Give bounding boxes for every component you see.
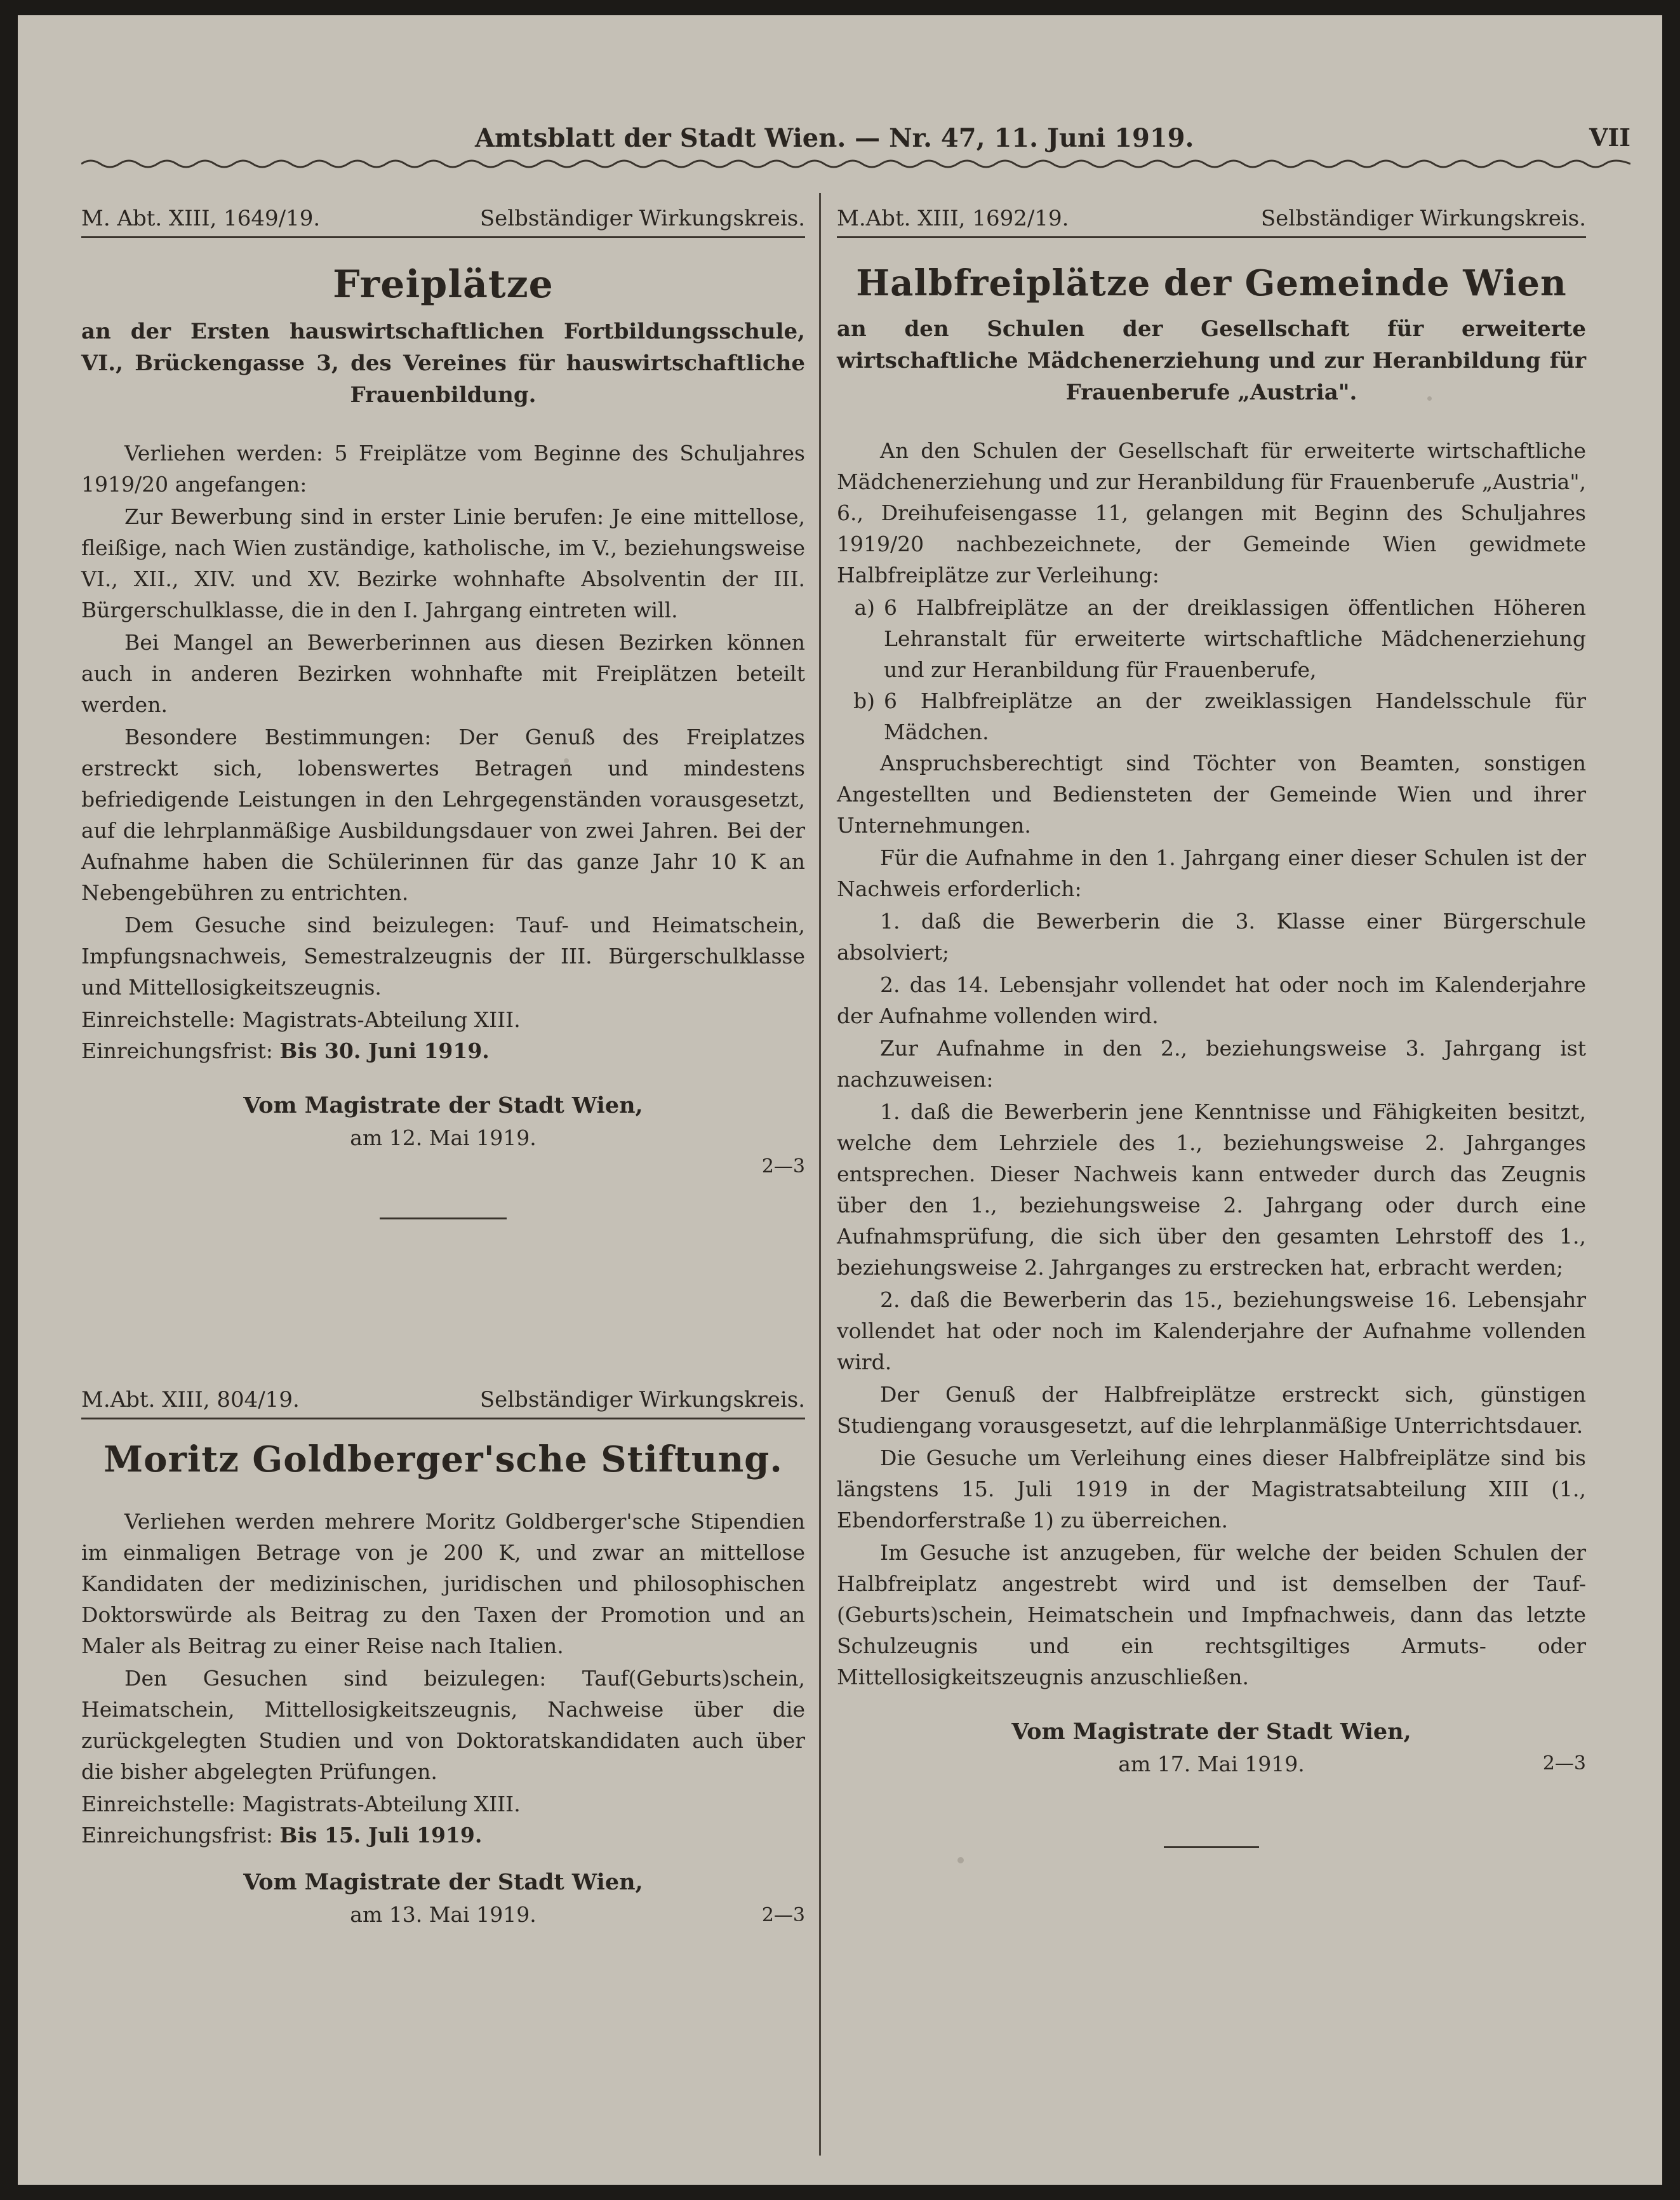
paragraph: Zur Aufnahme in den 2., beziehungsweise 3. Jahrgang ist nachzuweisen: bbox=[837, 1036, 1586, 1092]
signature-date: am 12. Mai 1919. bbox=[350, 1125, 537, 1150]
signature: Vom Magistrate der Stadt Wien, bbox=[1011, 1719, 1411, 1745]
filing-deadline-value: Bis 30. Juni 1919. bbox=[279, 1038, 490, 1063]
notice-reference: M.Abt. XIII, 804/19. bbox=[81, 1387, 300, 1412]
notice-ref-row bbox=[81, 1387, 805, 1419]
column-divider bbox=[819, 193, 821, 2156]
paragraph: Der Genuß der Halbfreiplätze erstreckt sich, günstigen Studiengang vorausgesetzt, auf die lehrplanmäßige Unterrichtsdauer. bbox=[837, 1382, 1586, 1438]
list-item-label: a) bbox=[854, 595, 875, 620]
paper-speck bbox=[564, 758, 569, 763]
notice-title: Freiplätze bbox=[333, 262, 554, 307]
page-header bbox=[18, 123, 1662, 161]
list-item-label: b) bbox=[853, 688, 875, 713]
filing-deadline-label: Einreichungsfrist: bbox=[81, 1823, 273, 1848]
header-wavy-rule bbox=[81, 156, 1630, 171]
insertion-count: 2—3 bbox=[761, 1155, 805, 1177]
filing-deadline bbox=[81, 1820, 805, 1851]
notice-title: Halbfreiplätze der Gemeinde Wien bbox=[856, 262, 1567, 304]
notice-halbfreiplaetze bbox=[837, 206, 1586, 1848]
filing-office-value: Magistrats-Abteilung XIII. bbox=[242, 1007, 521, 1032]
paragraph: Bei Mangel an Bewerberinnen aus diesen Bezirken können auch in anderen Bezirken wohnhafte mit Freiplätzen beteilt werden. bbox=[81, 630, 805, 717]
notice-subtitle: an der Ersten hauswirtschaftlichen Fortbildungsschule, VI., Brückengasse 3, des Vereines für hauswirtschaftliche Frauenbildung. bbox=[81, 319, 805, 408]
paragraph: 2. daß die Bewerberin das 15., beziehungsweise 16. Lebensjahr vollendet hat oder noch im Kalenderjahre der Aufnahme vollenden wird. bbox=[837, 1287, 1586, 1374]
paragraph: Den Gesuchen sind beizulegen: Tauf(Geburts)schein, Heimatschein, Mittellosigkeitszeugnis, Nachweise über die zurückgelegten Studien und von Doktoratskandidaten auch über die bisher abgelegten Prüfungen. bbox=[81, 1666, 805, 1784]
notice-reference: M.Abt. XIII, 1692/19. bbox=[837, 206, 1069, 231]
notice-scope: Selbständiger Wirkungskreis. bbox=[1260, 206, 1586, 231]
paragraph: An den Schulen der Gesellschaft für erweiterte wirtschaftliche Mädchenerziehung und zur Heranbildung für Frauenberufe „Austria", 6., Dreihufeisengasse 11, gelangen mit Beginn des Schuljahres 1919/20 nachbezeichnete, der Gemeinde Wien gewidmete Halbfreiplätze zur Verleihung: bbox=[837, 438, 1586, 587]
signature-date: am 17. Mai 1919. bbox=[1118, 1752, 1305, 1776]
list-item bbox=[837, 592, 1586, 685]
filing-deadline bbox=[81, 1035, 805, 1066]
paragraph: Die Gesuche um Verleihung eines dieser Halbfreiplätze sind bis längstens 15. Juli 1919 in der Magistratsabteilung XIII (1., Ebendorferstraße 1) zu überreichen. bbox=[837, 1445, 1586, 1533]
newspaper-page bbox=[18, 15, 1662, 2185]
list-item-text: 6 Halbfreiplätze an der zweiklassigen Handelsschule für Mädchen. bbox=[884, 688, 1586, 744]
list-item bbox=[837, 685, 1586, 748]
paragraph: Dem Gesuche sind beizulegen: Tauf- und Heimatschein, Impfungsnachweis, Semestralzeugnis der III. Bürgerschulklasse und Mittellosigkeitszeugnis. bbox=[81, 913, 805, 1000]
paragraph: Besondere Bestimmungen: Der Genuß des Freiplatzes erstreckt sich, lobenswertes Betragen und mindestens befriedigende Leistungen in den Lehrgegenständen vorausgesetzt, auf die lehrplanmäßige Ausbildungsdauer von zwei Jahren. Bei der Aufnahme haben die Schülerinnen für das ganze Jahr 10 K an Nebengebühren zu entrichten. bbox=[81, 725, 805, 905]
filing-office-value: Magistrats-Abteilung XIII. bbox=[242, 1792, 521, 1816]
notice-freiplaetze bbox=[81, 206, 805, 1219]
filing-deadline-label: Einreichungsfrist: bbox=[81, 1038, 273, 1063]
notice-title: Moritz Goldberger'sche Stiftung. bbox=[103, 1439, 783, 1480]
section-separator bbox=[380, 1217, 507, 1219]
paragraph: Verliehen werden: 5 Freiplätze vom Beginne des Schuljahres 1919/20 angefangen: bbox=[81, 441, 805, 497]
page-number: VII bbox=[1589, 123, 1630, 152]
paragraph: Verliehen werden mehrere Moritz Goldberger'sche Stipendien im einmaligen Betrage von je 200 K, und zwar an mittellose Kandidaten der medizinischen, juridischen und philosophischen Doktorswürde als Beitrag zu den Taxen der Promotion und an Maler als Beitrag zu einer Reise nach Italien. bbox=[81, 1509, 805, 1658]
notice-scope: Selbständiger Wirkungskreis. bbox=[479, 206, 805, 231]
notice-ref-row bbox=[81, 206, 805, 238]
notice-goldberger bbox=[81, 1387, 805, 1928]
filing-office-label: Einreichstelle: bbox=[81, 1007, 236, 1032]
header-title: Amtsblatt der Stadt Wien. — Nr. 47, 11. Juni 1919. bbox=[475, 123, 1194, 153]
paragraph: 1. daß die Bewerberin jene Kenntnisse und Fähigkeiten besitzt, welche dem Lehrziele des 1., beziehungsweise 2. Jahrganges entsprechen. Dieser Nachweis kann entweder durch das Zeugnis über den 1., beziehungsweise 2. Jahrgang oder durch eine Aufnahmsprüfung, die sich über den gesamten Lehrstoff des 1., beziehungsweise 2. Jahrganges zu erstrecken hat, erbracht werden; bbox=[837, 1099, 1586, 1280]
signature-date: am 13. Mai 1919. bbox=[350, 1902, 537, 1927]
notice-reference: M. Abt. XIII, 1649/19. bbox=[81, 206, 321, 231]
paper-speck bbox=[1427, 396, 1432, 401]
notice-subtitle: an den Schulen der Gesellschaft für erweiterte wirtschaftliche Mädchenerziehung und zur Heranbildung für Frauenberufe „Austria". bbox=[837, 316, 1586, 405]
paragraph: 2. das 14. Lebensjahr vollendet hat oder noch im Kalenderjahre der Aufnahme vollenden wird. bbox=[837, 972, 1586, 1028]
signature: Vom Magistrate der Stadt Wien, bbox=[243, 1869, 643, 1895]
paragraph: Anspruchsberechtigt sind Töchter von Beamten, sonstigen Angestellten und Bediensteten der Gemeinde Wien und ihrer Unternehmungen. bbox=[837, 751, 1586, 838]
filing-office bbox=[81, 1004, 805, 1035]
filing-deadline-value: Bis 15. Juli 1919. bbox=[279, 1823, 483, 1848]
paragraph: Zur Bewerbung sind in erster Linie berufen: Je eine mittellose, fleißige, nach Wien zuständige, katholische, im V., beziehungsweise VI., XII., XIV. und XV. Bezirke wohnhafte Absolventin der III. Bürgerschulklasse, die in den I. Jahrgang eintreten will. bbox=[81, 504, 805, 622]
paragraph: Für die Aufnahme in den 1. Jahrgang einer dieser Schulen ist der Nachweis erforderlich: bbox=[837, 845, 1586, 901]
paper-speck bbox=[957, 1857, 964, 1863]
filing-office-label: Einreichstelle: bbox=[81, 1792, 236, 1816]
insertion-count: 2—3 bbox=[1542, 1752, 1586, 1774]
paragraph: Im Gesuche ist anzugeben, für welche der beiden Schulen der Halbfreiplatz angestrebt wird und ist demselben der Tauf- (Geburts)schein, Heimatschein und Impfnachweis, dann das letzte Schulzeugnis und ein rechtsgiltiges Armuts- oder Mittellosigkeitszeugnis anzuschließen. bbox=[837, 1540, 1586, 1689]
paragraph: 1. daß die Bewerberin die 3. Klasse einer Bürgerschule absolviert; bbox=[837, 909, 1586, 965]
filing-office bbox=[81, 1788, 805, 1820]
insertion-count: 2—3 bbox=[761, 1904, 805, 1926]
notice-ref-row bbox=[837, 206, 1586, 238]
section-separator bbox=[1164, 1846, 1259, 1848]
list-item-text: 6 Halbfreiplätze an der dreiklassigen öffentlichen Höheren Lehranstalt für erweiterte wirtschaftliche Mädchenerziehung und zur Heranbildung für Frauenberufe, bbox=[884, 595, 1586, 682]
notice-scope: Selbständiger Wirkungskreis. bbox=[479, 1387, 805, 1412]
signature: Vom Magistrate der Stadt Wien, bbox=[243, 1092, 643, 1118]
